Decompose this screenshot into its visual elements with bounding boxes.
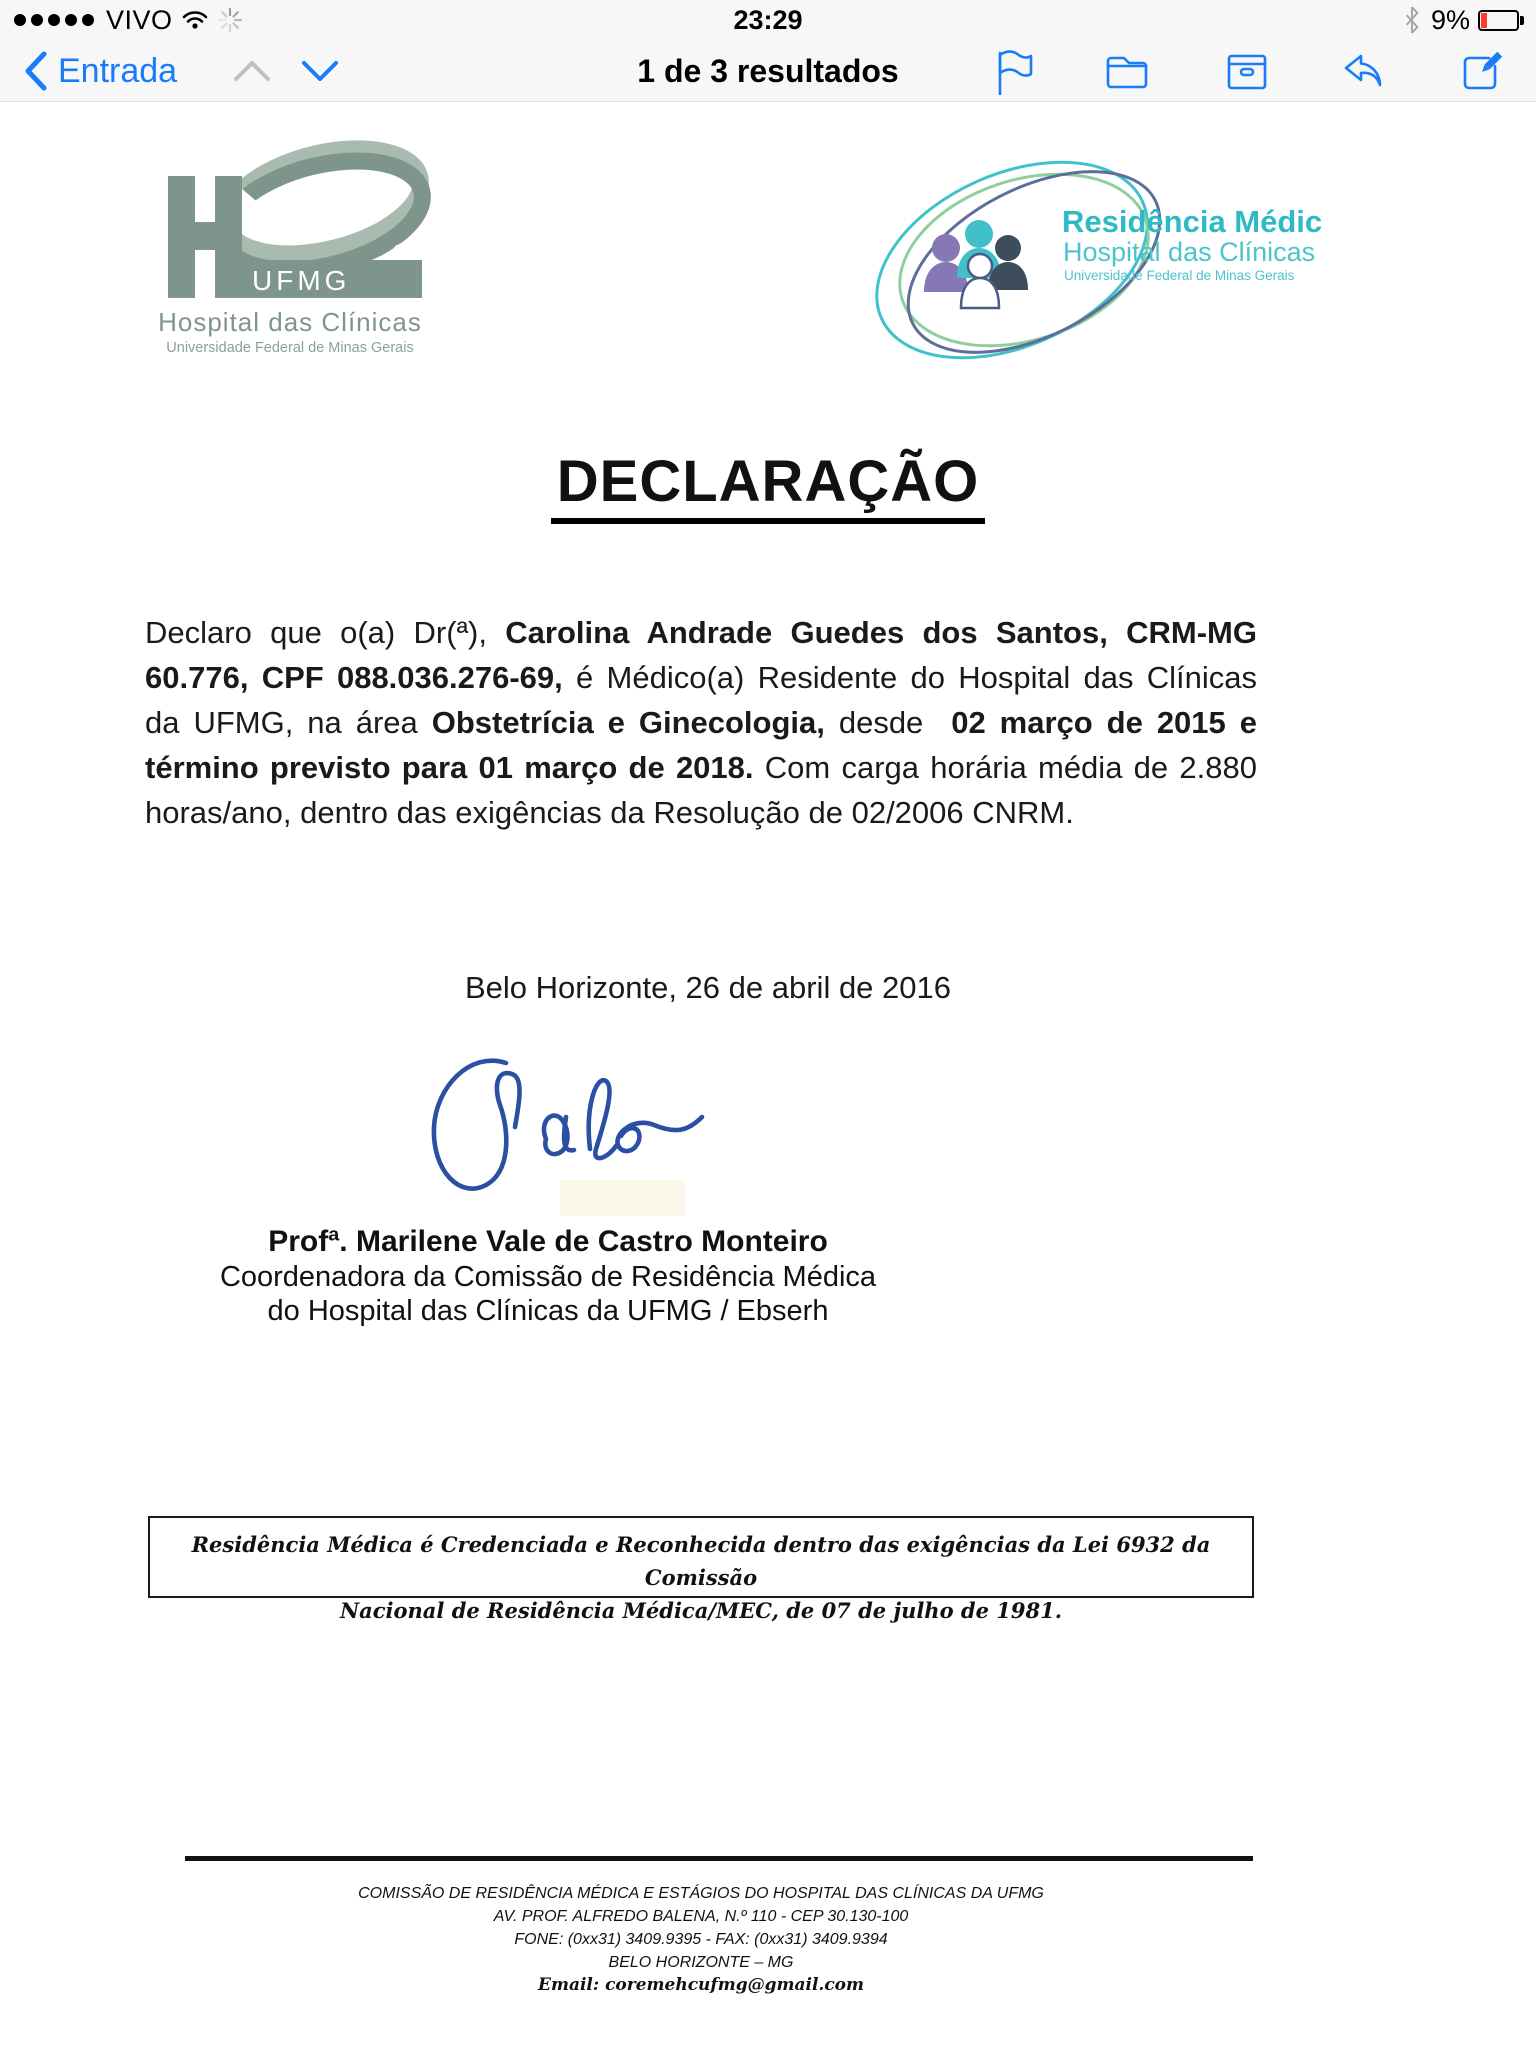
- accreditation-notice-box: [148, 1516, 1254, 1623]
- bluetooth-icon: [1401, 5, 1423, 35]
- people-cluster-icon: [924, 220, 1028, 308]
- footer-email: Email: coremehcufmg@gmail.com: [538, 1975, 864, 1995]
- flag-icon: [990, 49, 1036, 95]
- footer-line-1: COMISSÃO DE RESIDÊNCIA MÉDICA E ESTÁGIOS DO HOSPITAL DAS CLÍNICAS DA UFMG: [358, 1885, 1044, 1902]
- carrier-label: VIVO: [106, 4, 173, 35]
- battery-percent-label: 9%: [1430, 4, 1470, 35]
- compose-icon: [1459, 49, 1505, 95]
- reply-button[interactable]: [1339, 49, 1385, 95]
- footer-line-3: FONE: (0xx31) 3409.9395 - FAX: (0xx31) 3409.9394: [514, 1931, 888, 1948]
- date-line: Belo Horizonte, 26 de abril de 2016: [465, 970, 951, 1005]
- signer-role-1: Coordenadora da Comissão de Residência Médica: [219, 1261, 877, 1293]
- logo-left-name: Hospital das Clínicas: [158, 307, 422, 337]
- footer-line-2: AV. PROF. ALFREDO BALENA, N.º 110 - CEP 30.130-100: [493, 1908, 909, 1925]
- logo-right-line3: Universidade Federal de Minas Gerais: [1064, 268, 1295, 283]
- move-to-folder-button[interactable]: [1104, 49, 1150, 95]
- logo-left-university: Universidade Federal de Minas Gerais: [166, 340, 414, 356]
- notice-line-1: Residência Médica é Credenciada e Reconhecida dentro das exigências da Lei 6932 da Comissão: [191, 1532, 1211, 1590]
- signature: [388, 1047, 708, 1217]
- clock-label: 23:29: [733, 5, 803, 35]
- notice-line-2: Nacional de Residência Médica/MEC, de 07 de julho de 1981.: [339, 1598, 1063, 1623]
- residencia-medica-logo: [862, 160, 1322, 365]
- reply-arrow-icon: [1339, 49, 1385, 95]
- document-page: [0, 102, 1536, 2048]
- back-button-label: Entrada: [58, 51, 178, 90]
- folder-icon: [1104, 49, 1150, 95]
- mail-toolbar: [0, 40, 1536, 102]
- declaration-paragraph: Declaro que o(a) Dr(ª), Carolina Andrade Guedes dos Santos, CRM-MG 60.776, CPF 088.036.276-69, é Médico(a) Residente do Hospital das Clínicas da UFMG, na área Obstetrícia e Ginecologia, desde 02 março de 2015 e término previsto para 01 março de 2018. Com carga horária média de 2.880 horas/ano, dentro das exigências da Resolução de 02/2006 CNRM.: [145, 615, 1258, 830]
- status-bar: [0, 0, 1536, 40]
- footer-rule: [185, 1856, 1253, 1861]
- hc-monogram-icon: [140, 128, 440, 363]
- battery-icon: [1478, 10, 1524, 31]
- document-footer: [145, 1882, 1257, 1997]
- signature-icon: [388, 1047, 708, 1217]
- logo-right-line1: Residência Médica: [1062, 204, 1322, 239]
- footer-line-4: BELO HORIZONTE – MG: [608, 1954, 794, 1971]
- results-title: 1 de 3 resultados: [637, 53, 899, 89]
- svg-text:UFMG: UFMG: [252, 265, 351, 296]
- logo-right-line2: Hospital das Clínicas: [1063, 237, 1316, 267]
- archive-button[interactable]: [1224, 49, 1270, 95]
- flag-button[interactable]: [990, 49, 1036, 95]
- document-title: DECLARAÇÃO: [0, 448, 1536, 524]
- residencia-medica-icon: [862, 160, 1322, 365]
- signer-block: [145, 1224, 951, 1328]
- signer-name: Profª. Marilene Vale de Castro Monteiro: [268, 1225, 828, 1258]
- compose-button[interactable]: [1459, 49, 1505, 95]
- signer-role-2: do Hospital das Clínicas da UFMG / Ebserh: [267, 1295, 829, 1327]
- archive-box-icon: [1224, 49, 1270, 95]
- hc-ufmg-logo: [140, 128, 440, 363]
